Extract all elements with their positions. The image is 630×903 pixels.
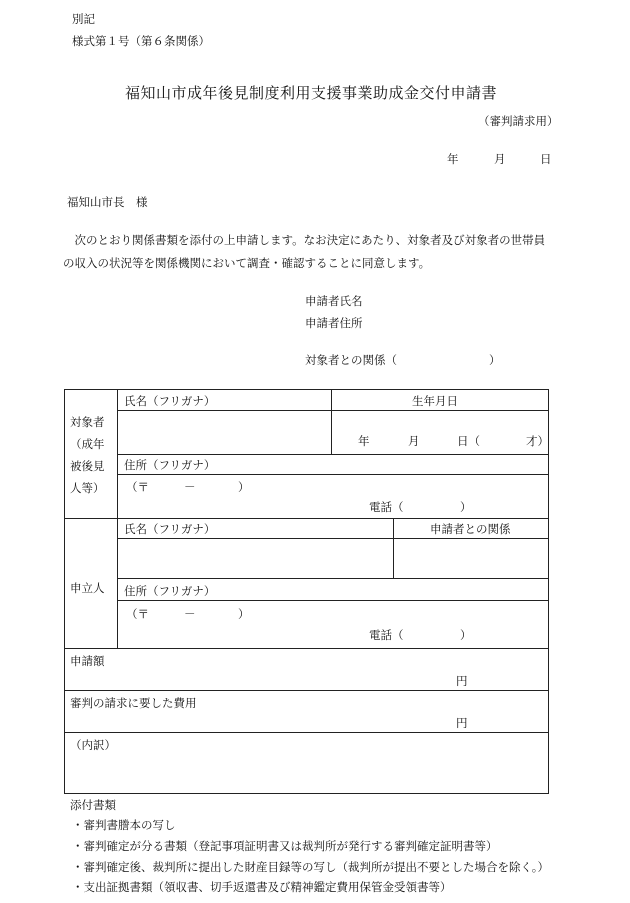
subject-postal-open: （〒 bbox=[126, 480, 149, 494]
petitioner-relation-label: 申請者との関係 bbox=[430, 522, 511, 536]
applicant-relation-close: ） bbox=[489, 353, 501, 367]
attachments-title: 添付書類 bbox=[70, 798, 116, 812]
subject-postal-close: ） bbox=[238, 480, 250, 494]
birth-month-label: 月 bbox=[408, 434, 420, 448]
cost-unit: 円 bbox=[456, 716, 468, 730]
date-month-label: 月 bbox=[494, 152, 506, 166]
petitioner-postal-open: （〒 bbox=[126, 607, 149, 621]
amount-unit: 円 bbox=[456, 674, 468, 688]
subject-header-line1: 対象者 bbox=[70, 415, 105, 429]
attachment-item: ・審判確定後、裁判所に提出した財産目録等の写し（裁判所が提出不要とした場合を除く。） bbox=[72, 860, 550, 874]
form-number: 様式第１号（第６条関係） bbox=[72, 34, 210, 48]
applicant-relation-label: 対象者との関係（ bbox=[305, 353, 397, 367]
attachment-item: ・支出証拠書類（領収書、切手返還書及び精神鑑定費用保管金受領書等） bbox=[72, 880, 452, 894]
petitioner-postal-close: ） bbox=[238, 607, 250, 621]
subject-address-label: 住所（フリガナ） bbox=[124, 458, 216, 472]
petitioner-header: 申立人 bbox=[70, 581, 105, 595]
attachment-item: ・審判確定が分る書類（登記事項証明書又は裁判所が発行する審判確定証明書等） bbox=[72, 839, 498, 853]
birth-day-label: 日（ bbox=[457, 434, 480, 448]
date-year-label: 年 bbox=[447, 152, 459, 166]
page-title: 福知山市成年後見制度利用支援事業助成金交付申請書 bbox=[125, 84, 498, 102]
petitioner-phone-label: 電話（ bbox=[369, 628, 404, 642]
addressee: 福知山市長 様 bbox=[67, 195, 148, 209]
annex-label: 別記 bbox=[72, 12, 95, 26]
amount-label: 申請額 bbox=[70, 654, 105, 668]
birth-age-label: 才） bbox=[526, 434, 549, 448]
subject-phone-close: ） bbox=[460, 500, 472, 514]
consent-paragraph: 次のとおり関係書類を添付の上申請します。なお決定にあたり、対象者及び対象者の世帯員の収入の状況等を関係機関において調査・確認することに同意します。 bbox=[63, 233, 546, 270]
attachment-item: ・審判書謄本の写し bbox=[72, 818, 176, 832]
subject-postal-dash: － bbox=[184, 480, 196, 494]
subject-name-label: 氏名（フリガナ） bbox=[124, 394, 216, 408]
applicant-address-label: 申請者住所 bbox=[305, 316, 363, 330]
subject-phone-label: 電話（ bbox=[369, 500, 404, 514]
petitioner-name-label: 氏名（フリガナ） bbox=[124, 522, 216, 536]
applicant-name-label: 申請者氏名 bbox=[305, 294, 363, 308]
breakdown-label: （内訳） bbox=[70, 738, 116, 752]
subject-header-line4: 人等） bbox=[70, 481, 105, 495]
petitioner-address-label: 住所（フリガナ） bbox=[124, 584, 216, 598]
birth-year-label: 年 bbox=[358, 434, 370, 448]
petitioner-postal-dash: － bbox=[184, 607, 196, 621]
cost-label: 審判の請求に要した費用 bbox=[70, 696, 197, 710]
subject-birth-label: 生年月日 bbox=[412, 394, 458, 408]
petitioner-phone-close: ） bbox=[460, 628, 472, 642]
date-day-label: 日 bbox=[540, 152, 552, 166]
subtitle: （審判請求用） bbox=[478, 114, 559, 128]
subject-header-line3: 被後見 bbox=[70, 459, 105, 473]
subject-header-line2: （成年 bbox=[70, 437, 105, 451]
